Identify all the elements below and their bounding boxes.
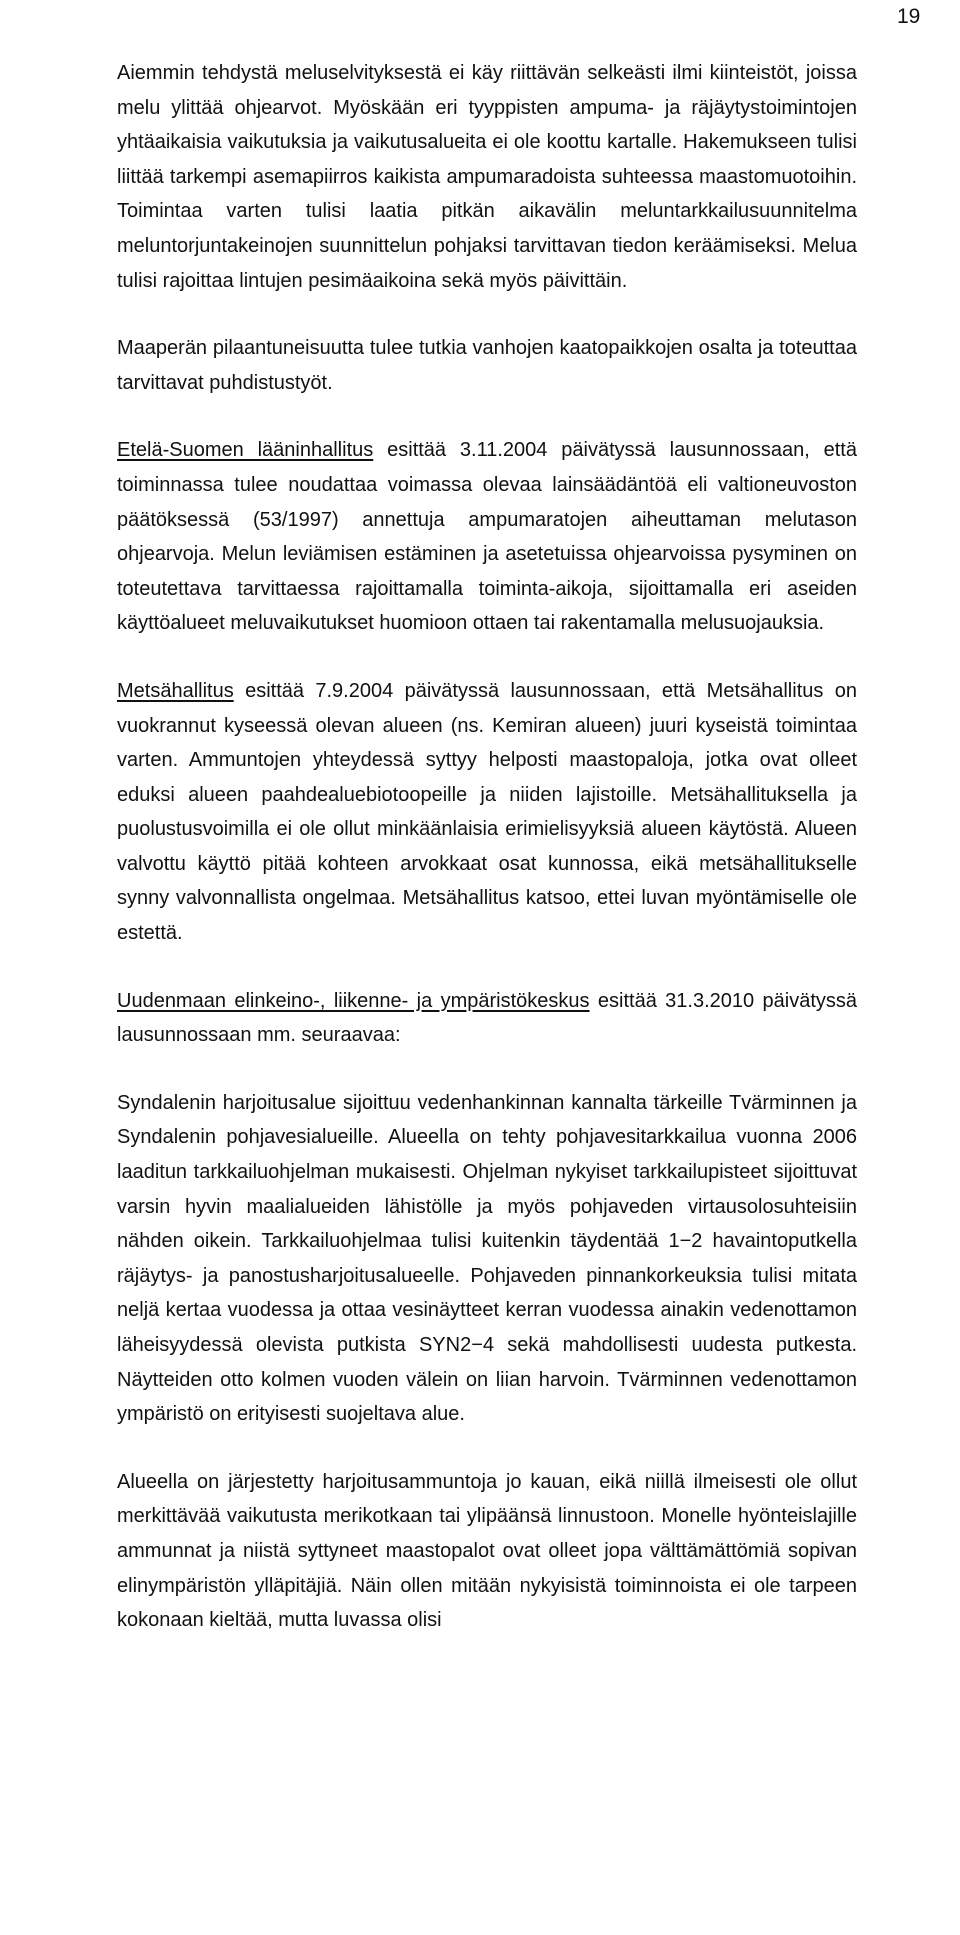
- paragraph-noise-survey: Aiemmin tehdystä meluselvityksestä ei käy riittävän selkeästi ilmi kiinteistöt, joissa melu ylittää ohjearvot. Myöskään eri tyyppisten ampuma- ja räjäytystoimintojen yhtäaikaisia vaikutuksia ja vaikutusalueita ei ole koottu kartalle. Hakemukseen tulisi liittää tarkempi asemapiirros kaikista ampumaradoista suhteessa maastomuotoihin. Toimintaa varten tulisi laatia pitkän aikavälin meluntarkkailusuunnitelma meluntorjuntakeinojen suunnittelun pohjaksi tarvittavan tiedon keräämiseksi. Melua tulisi rajoittaa lintujen pesimäaikoina sekä myös päivittäin.: [117, 62, 857, 292]
- paragraph-wildlife: Alueella on järjestetty harjoitusammuntoja jo kauan, eikä niillä ilmeisesti ole ollut merkittävää vaikutusta merikotkaan tai ylipäänsä linnustoon. Monelle hyönteislajille ammunnat ja niistä syttyneet maastopalot ovat olleet jopa välttämättömiä sopivan elinympäristön ylläpitäjiä. Näin ollen mitään nykyisistä toiminnoista ei ole tarpeen kokonaan kieltää, mutta luvassa olisi: [117, 1470, 857, 1632]
- statement-text-lansi: esittää 3.11.2004 päivätyssä lausunnossaan, että toiminnassa tulee noudattaa voimassa olevaa lainsäädäntöä eli valtioneuvoston päätöksessä (53/1997) annettuja ampumaratojen aiheuttaman melutason ohjearvoja. Melun leviämisen estäminen ja asetetuissa ohjearvoissa pysyminen on toteutettava tarvittaessa rajoittamalla toiminta-aikoja, sijoittamalla eri aseiden käyttöalueet meluvaikutukset huomioon ottaen tai rakentamalla melusuojauksia.: [117, 439, 857, 635]
- source-ely: Uudenmaan elinkeino-, liikenne- ja ympäristökeskus: [117, 989, 590, 1012]
- paragraph-groundwater: Syndalenin harjoitusalue sijoittuu vedenhankinnan kannalta tärkeille Tvärminnen ja Syndalenin pohjavesialueille. Alueella on tehty pohjavesitarkkailua vuonna 2006 laaditun tarkkailuohjelman mukaisesti. Ohjelman nykyiset tarkkailupisteet sijoittuvat varsin hyvin maalialueiden lähistölle ja myös pohjaveden virtausolosuhteisiin nähden oikein. Tarkkailuohjelmaa tulisi kuitenkin täydentää 1−2 havaintoputkella räjäytys- ja panostusharjoitusalueelle. Pohjaveden pinnankorkeuksia tulisi mitata neljä kertaa vuodessa ja ottaa vesinäytteet kerran vuodessa ainakin vedenottamon läheisyydessä olevista putkista SYN2−4 sekä mahdollisesti uudesta putkesta. Näytteiden otto kolmen vuoden välein on liian harvoin. Tvärminnen vedenottamon ympäristö on erityisesti suojeltava alue.: [117, 1091, 857, 1426]
- paragraph-metsahallitus-statement: [117, 674, 857, 951]
- source-lansi: Etelä-Suomen lääninhallitus: [117, 439, 374, 462]
- page-number: 19: [897, 5, 921, 28]
- paragraph-soil-contamination: Maaperän pilaantuneisuutta tulee tutkia vanhojen kaatopaikkojen osalta ja toteuttaa tarvittavat puhdistustyöt.: [117, 337, 857, 394]
- paragraph-lansi-statement: [117, 433, 857, 641]
- source-metsahallitus: Metsähallitus: [117, 679, 234, 702]
- document-body: [117, 56, 857, 1638]
- statement-text-metsahallitus: esittää 7.9.2004 päivätyssä lausunnossaan, että Metsähallitus on vuokrannut kyseessä olevan alueen (ns. Kemiran alueen) juuri kyseistä toimintaa varten. Ammuntojen yhteydessä syttyy helposti maastopaloja, jotka ovat olleet eduksi alueen paahdealuebiotoopeille ja niiden lajistoille. Metsähallituksella ja puolustusvoimilla ei ole ollut minkäänlaisia erimielisyyksiä alueen käytöstä. Alueen valvottu käyttö pitää kohteen arvokkaat osat kunnossa, eikä metsähallitukselle synny valvonnallista ongelmaa. Metsähallitus katsoo, ettei luvan myöntämiselle ole estettä.: [117, 679, 857, 945]
- paragraph-ely-statement: [117, 984, 857, 1053]
- statement-text-ely: esittää 31.3.2010 päivätyssä lausunnossaan mm. seuraavaa:: [117, 989, 858, 1047]
